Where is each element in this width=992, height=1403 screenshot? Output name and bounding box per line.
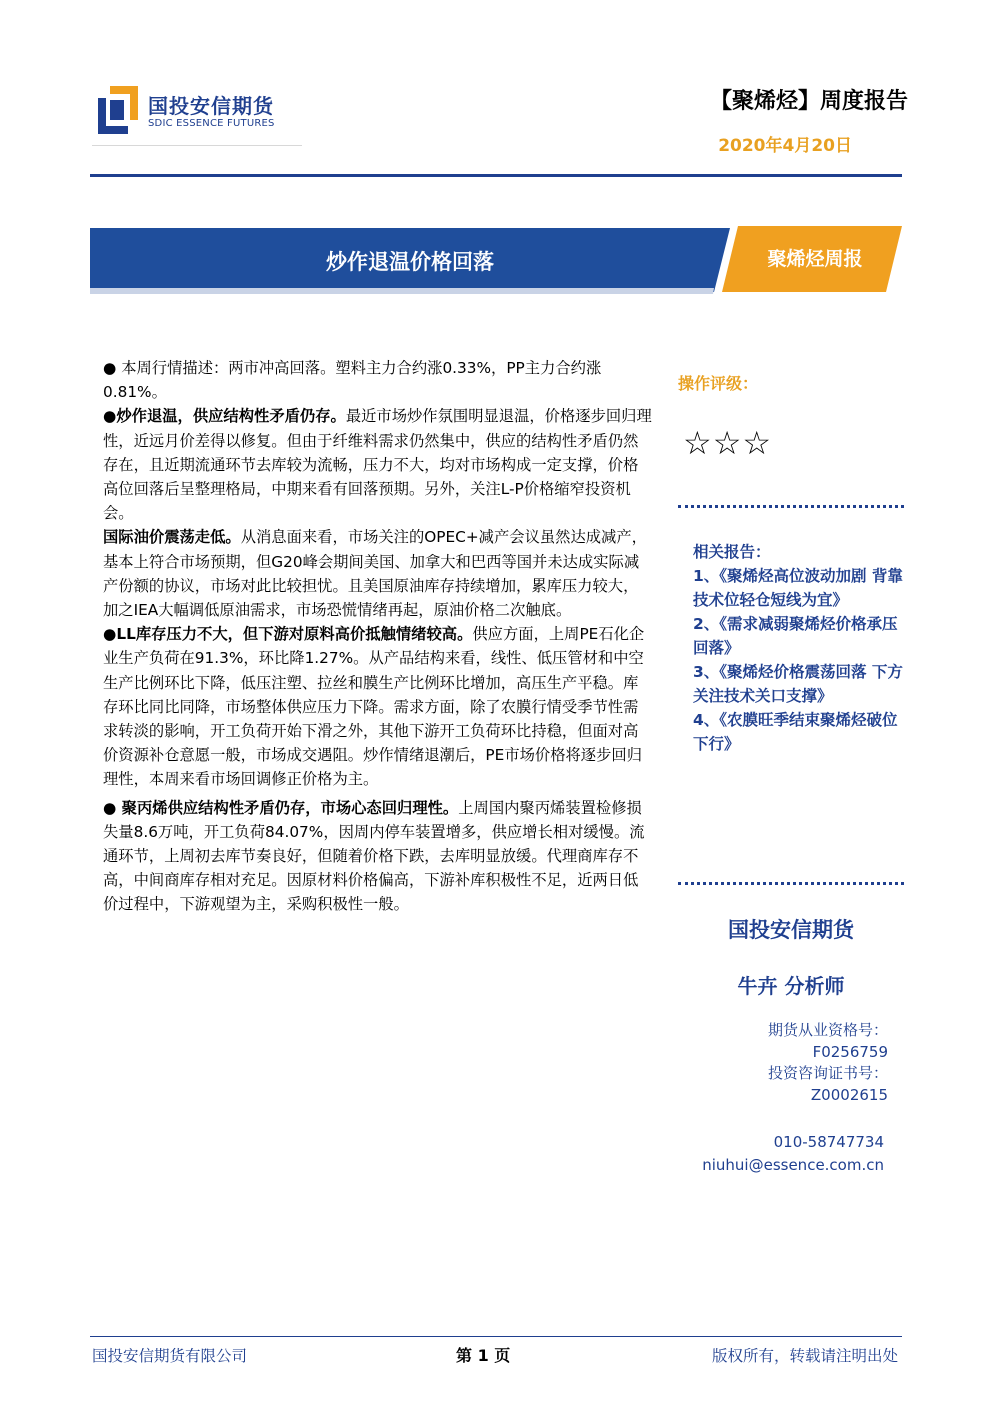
company-logo (98, 86, 308, 138)
rating-stars-icon: ☆☆☆ (683, 424, 773, 462)
report-type-title: 【聚烯烃】周度报告 (709, 89, 908, 114)
footer-page-number: 第 1 页 (456, 1346, 511, 1365)
title-banner (90, 226, 906, 294)
related-report-link[interactable]: 2、《需求减弱聚烯烃价格承压回落》 (693, 615, 898, 657)
related-report-link[interactable]: 1、《聚烯烃高位波动加剧 背靠技术位轻仓短线为宜》 (693, 567, 903, 609)
paragraph-heading: ●LL库存压力不大，但下游对原料高价抵触情绪较高。 (103, 625, 473, 644)
related-reports-header: 相关报告： (693, 543, 771, 561)
related-reports (693, 540, 903, 756)
cert2-value: Z0002615 (810, 1085, 888, 1104)
paragraph-speculation: ●炒作退温，供应结构性矛盾仍存。最近市场炒作氛围明显退温，价格逐步回归理性，近远月价差得以修复。但由于纤维料需求仍然集中，供应的结构性矛盾仍然存在，且近期流通环节去库较为流畅，压力不大，均对市场构成一定支撑，价格高位回落后呈整理格局，中期来看有回落预期。另外，关注L-P价格缩窄投资机会。 (103, 407, 652, 523)
report-date: 2020年4月20日 (718, 136, 852, 156)
footer-copyright: 版权所有，转载请注明出处 (711, 1347, 898, 1365)
main-content (103, 356, 653, 917)
email-link[interactable]: niuhui@essence.com.cn (702, 1156, 884, 1174)
paragraph-market-summary: ● 本周行情描述：两市冲高回落。塑料主力合约涨0.33%，PP主力合约涨0.81%。 (103, 359, 602, 402)
paragraph-ll-inventory: ●LL库存压力不大，但下游对原料高价抵触情绪较高。供应方面，上周PE石化企业生产负荷在91.3%，环比降1.27%。从产品结构来看，线性、低压管材和中空生产比例环比下降，低压注塑、拉丝和膜生产比例环比增加，高压生产平稳。库存环比同比同降，市场整体供应压力下降。需求方面，除了农膜行情受季节性需求转淡的影响，开工负荷开始下滑之外，其他下游开工负荷环比持稳，但面对高价资源补仓意愿一般，市场成交遇阻。炒作情绪退潮后，PE市场价格将逐步回归理性，本周来看市场回调修正价格为主。 (103, 625, 645, 789)
paragraph-heading: ●炒作退温，供应结构性矛盾仍存。 (103, 407, 346, 426)
analyst-credentials (768, 1020, 888, 1106)
cert2-label: 投资咨询证书号： (767, 1064, 888, 1082)
sidebar-divider (678, 882, 904, 885)
paragraph-oil-price: 国际油价震荡走低。从消息面来看，市场关注的OPEC+减产会议虽然达成减产，基本上符合市场预期，但G20峰会期间美国、加拿大和巴西等国并未达成实际减产份额的协议，市场对此比较担忧。且美国原油库存持续增加，累库压力较大，加之IEA大幅调低原油需求，市场恐慌情绪再起，原油价格二次触底。 (103, 528, 647, 620)
header-rule (90, 174, 902, 177)
phone-number: 010-58747734 (773, 1133, 884, 1151)
firm-name: 国投安信期货 (728, 918, 854, 942)
cert1-value: F0256759 (812, 1042, 888, 1061)
footer-company: 国投安信期货有限公司 (92, 1347, 248, 1365)
logo-en-text: SDIC ESSENCE FUTURES (148, 118, 275, 129)
banner-tag: 聚烯烃周报 (767, 248, 863, 270)
sidebar-divider (678, 505, 904, 508)
related-report-link[interactable]: 3、《聚烯烃价格震荡回落 下方关注技术关口支撑》 (693, 663, 903, 705)
paragraph-heading: 国际油价震荡走低。 (103, 528, 241, 547)
cert1-label: 期货从业资格号： (767, 1021, 888, 1039)
paragraph-heading: ● 聚丙烯供应结构性矛盾仍存，市场心态回归理性。 (103, 798, 459, 817)
logo-cn-text: 国投安信期货 (148, 94, 274, 118)
paragraph-pp-supply: ● 聚丙烯供应结构性矛盾仍存，市场心态回归理性。上周国内聚丙烯装置检修损失量8.6万吨，开工负荷84.07%，因周内停车装置增多，供应增长相对缓慢。流通环节，上周初去库节奏良好，但随着价格下跌，去库明显放缓。代理商库存不高，中间商库存相对充足。因原材料价格偏高，下游补库积极性不足，近两日低价过程中，下游观望为主，采购积极性一般。 (103, 798, 645, 914)
logo-mark-icon (98, 86, 138, 134)
logo-divider (92, 145, 302, 146)
footer-rule (90, 1336, 902, 1337)
banner-title: 炒作退温价格回落 (326, 250, 494, 274)
analyst-contact (702, 1131, 884, 1177)
related-report-link[interactable]: 4、《农膜旺季结束聚烯烃破位下行》 (693, 711, 898, 753)
rating-label: 操作评级： (678, 374, 759, 393)
analyst-name: 牛卉 分析师 (737, 974, 845, 998)
